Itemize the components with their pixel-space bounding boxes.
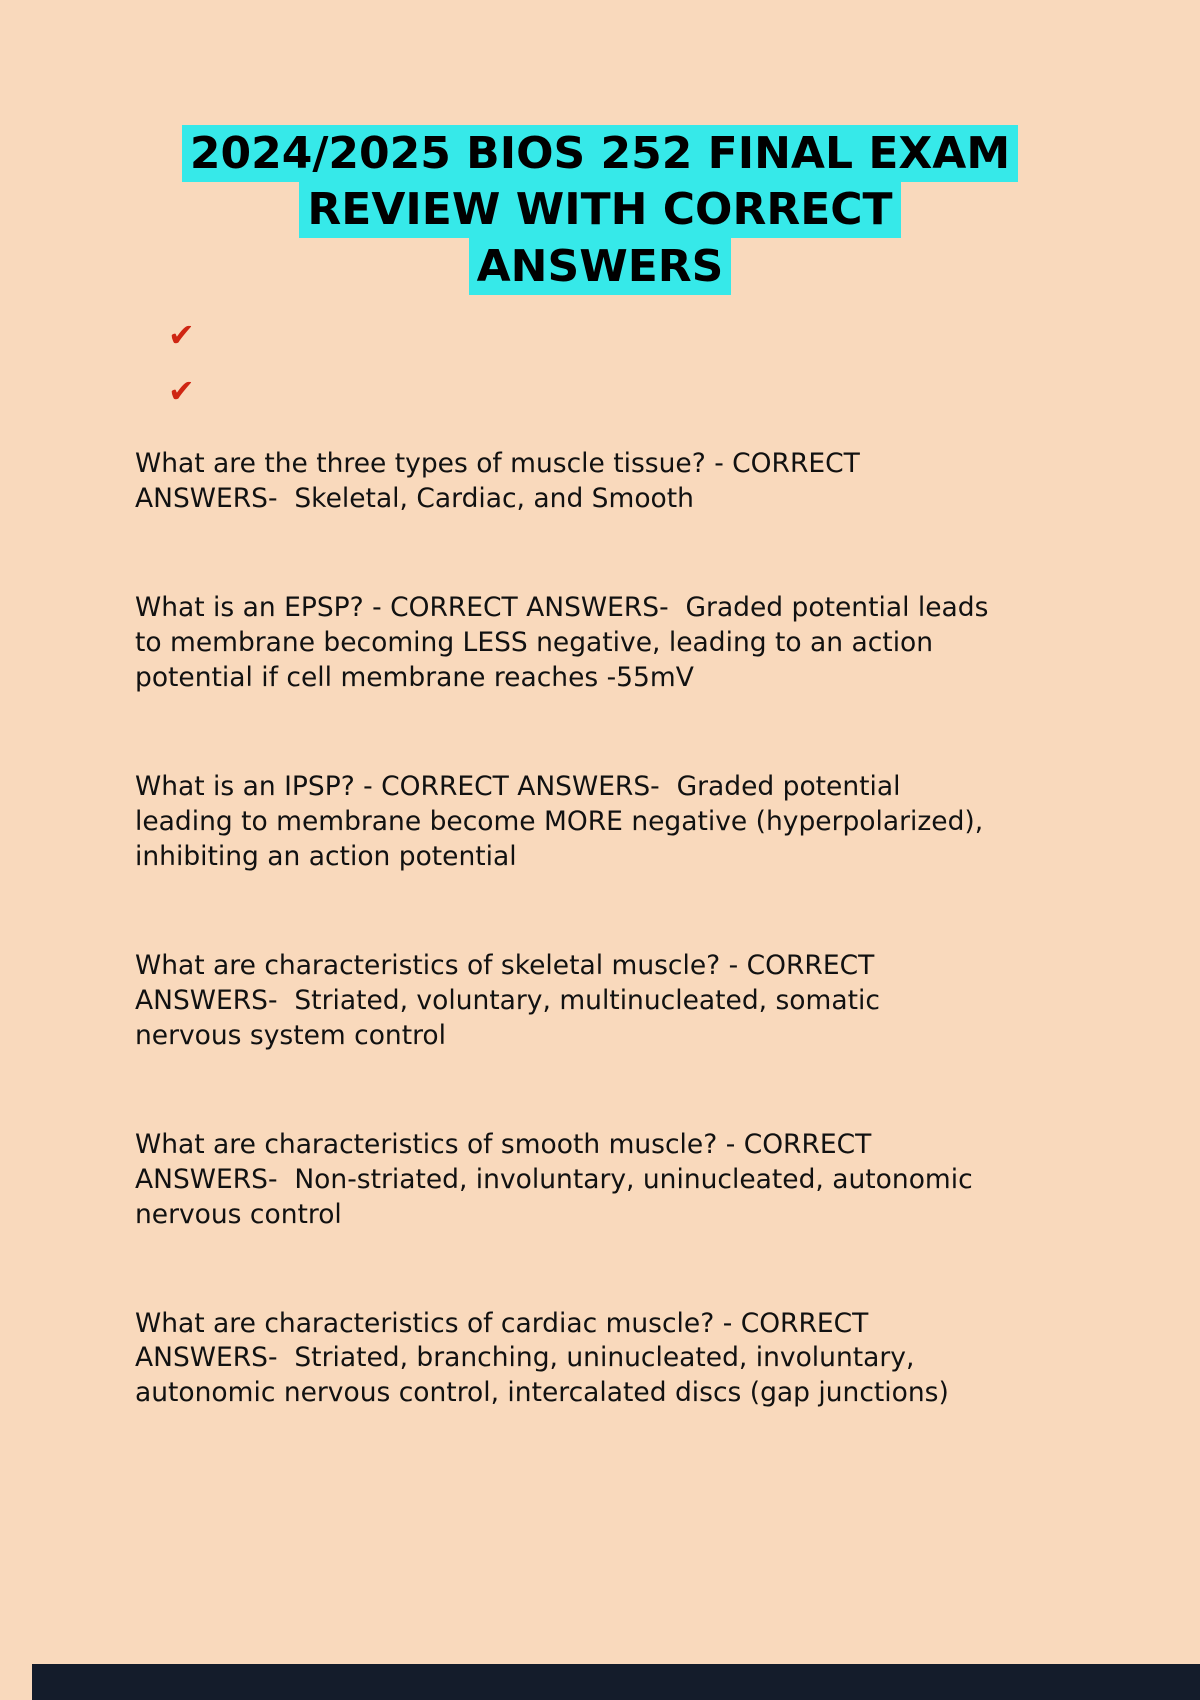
checkmark-list xyxy=(168,315,1200,410)
qa-item: What are characteristics of smooth muscle? - CORRECT ANSWERS- Non-striated, involuntary, uninucleated, autonomic nervous control xyxy=(135,1128,982,1230)
qa-item: What is an EPSP? - CORRECT ANSWERS- Graded potential leads to membrane becoming LESS negative, leading to an action potential if cell membrane reaches -55mV xyxy=(135,591,997,693)
qa-list xyxy=(0,447,1200,1411)
page-title: 2024/2025 BIOS 252 FINAL EXAM REVIEW WITH CORRECT ANSWERS xyxy=(182,125,1018,295)
qa-item: What is an IPSP? - CORRECT ANSWERS- Graded potential leading to membrane become MORE negative (hyperpolarized), inhibiting an action potential xyxy=(135,770,992,872)
checkmark-icon: ✔ xyxy=(168,371,195,410)
qa-item: What are the three types of muscle tissue? - CORRECT ANSWERS- Skeletal, Cardiac, and Smooth xyxy=(135,447,869,514)
title-block xyxy=(175,126,1025,295)
bottom-bar xyxy=(32,1664,1200,1700)
qa-item: What are characteristics of skeletal muscle? - CORRECT ANSWERS- Striated, voluntary, multinucleated, somatic nervous system control xyxy=(135,949,889,1051)
checkmark-icon: ✔ xyxy=(168,315,195,354)
qa-item: What are characteristics of cardiac muscle? - CORRECT ANSWERS- Striated, branching, uninucleated, involuntary, autonomic nervous control, intercalated discs (gap junctions) xyxy=(135,1307,949,1409)
